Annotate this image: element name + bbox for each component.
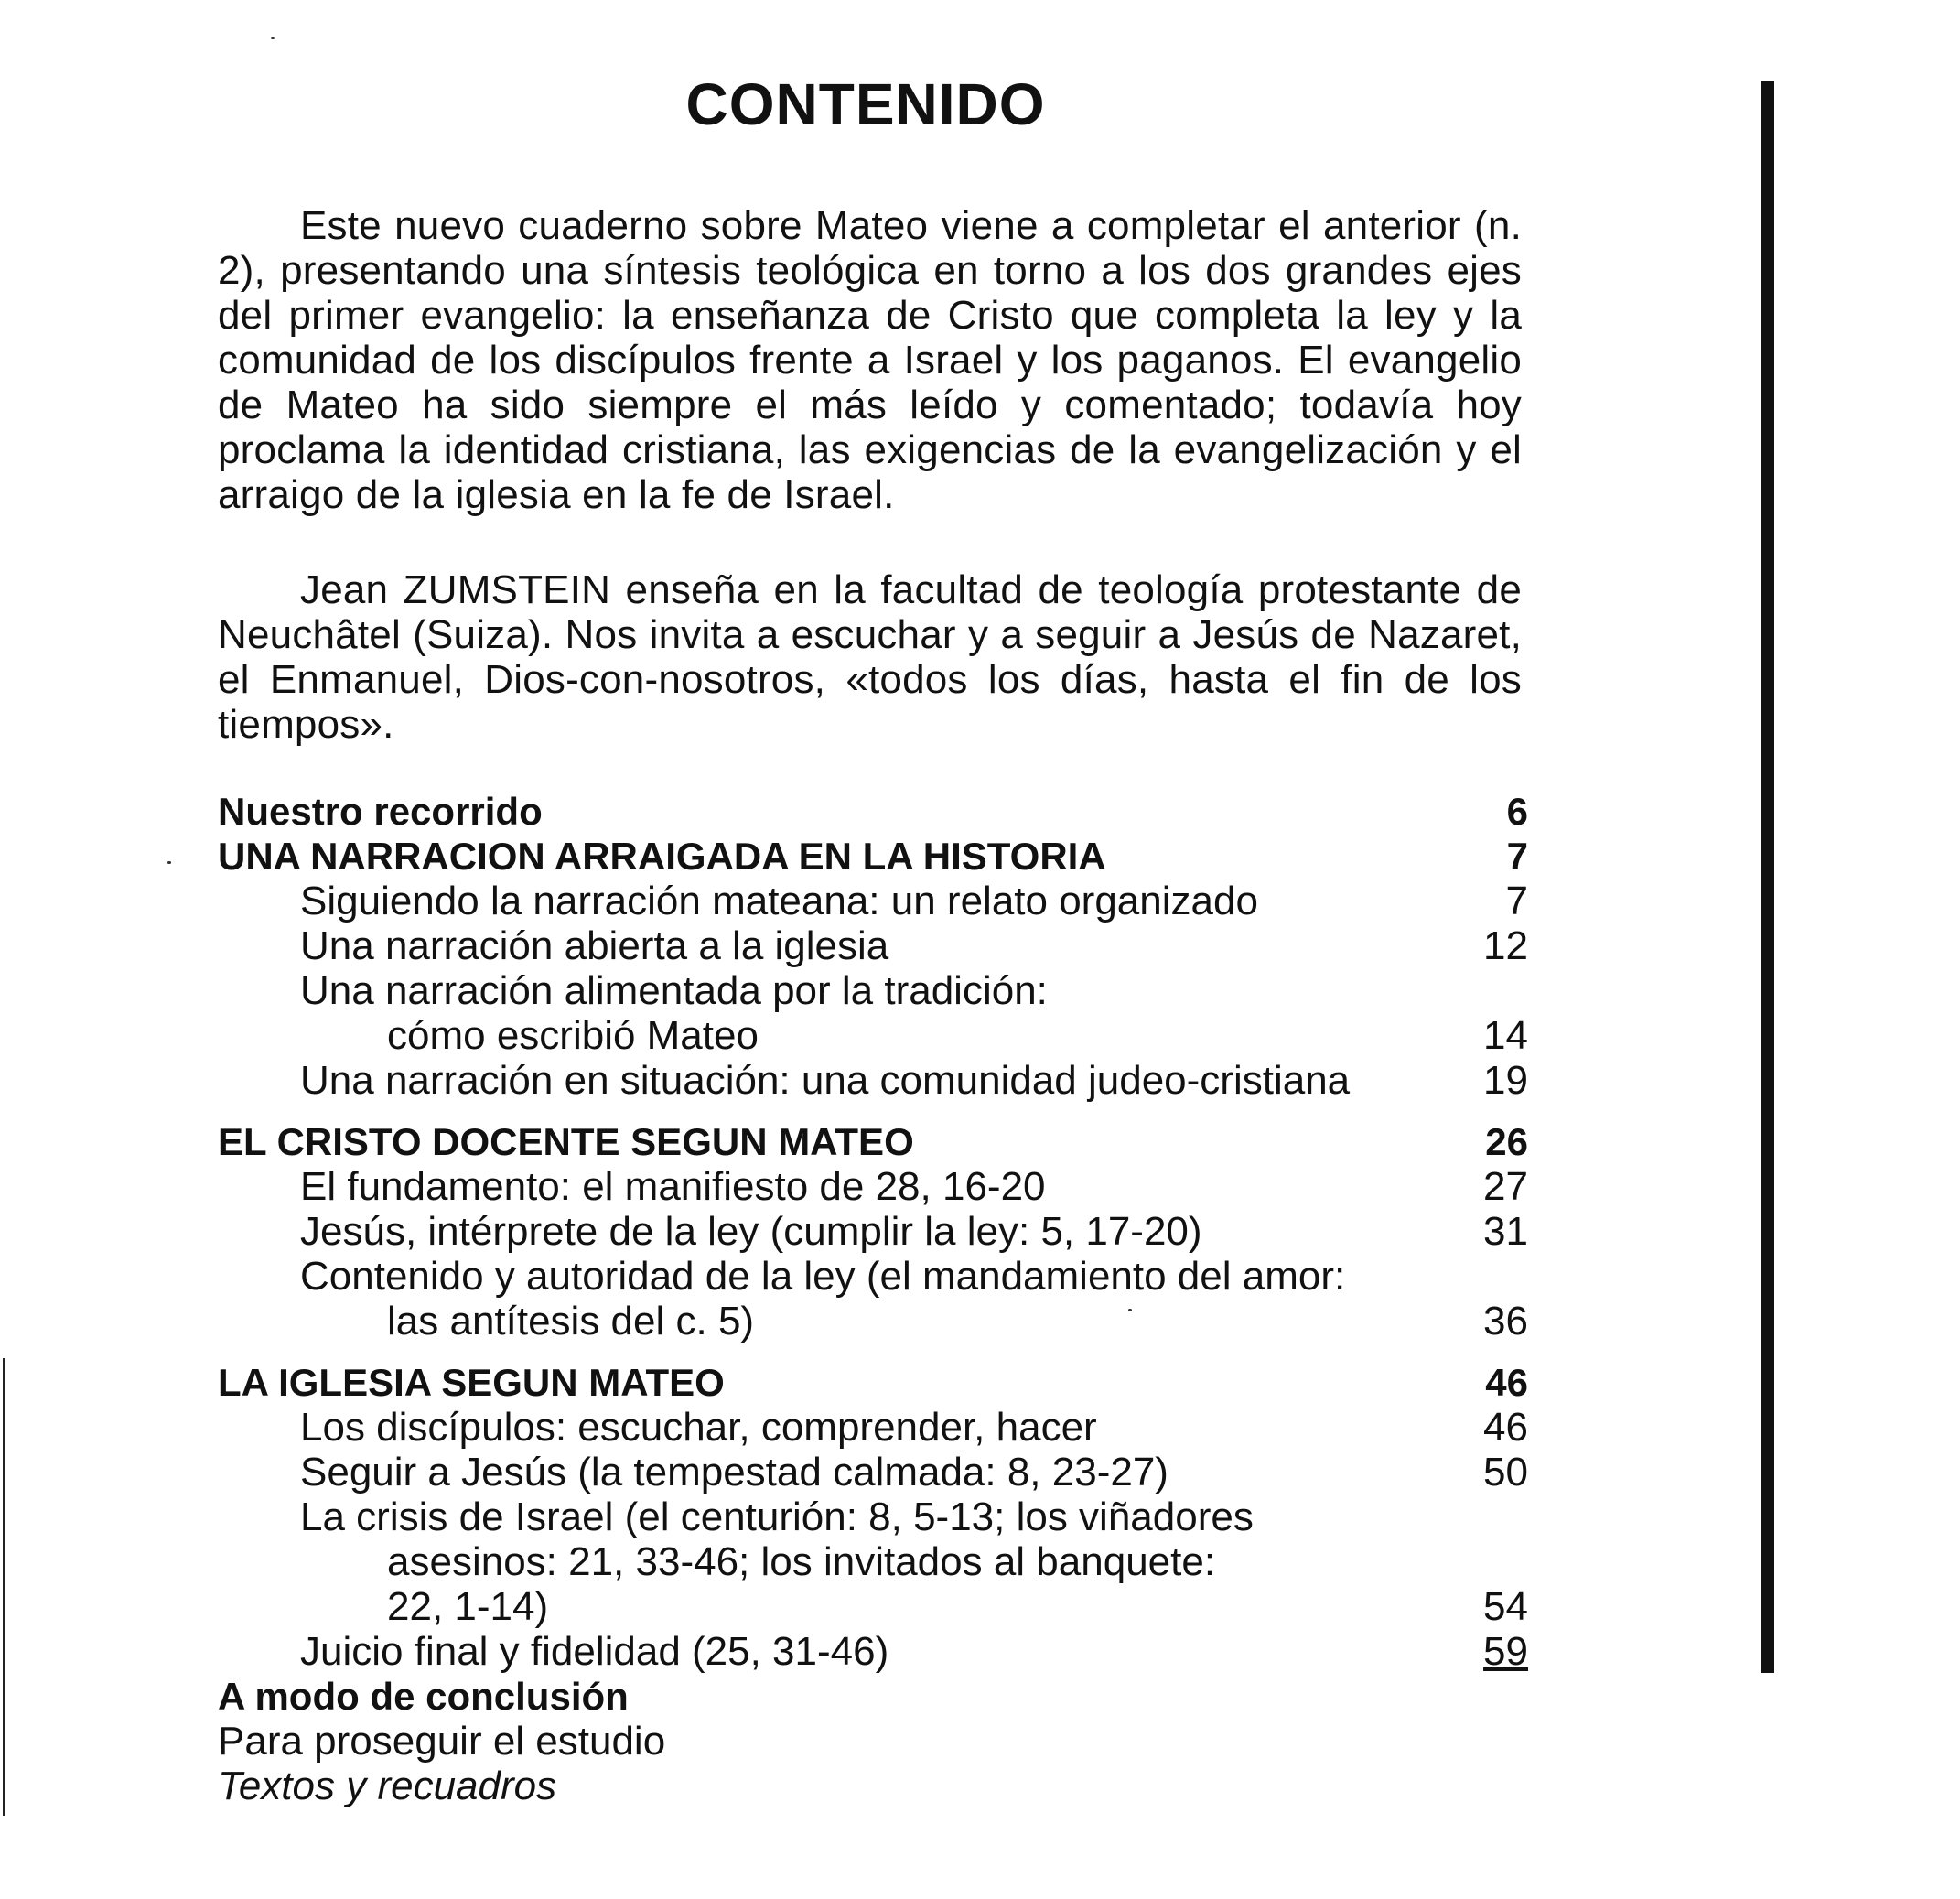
- toc-entry-page: 59: [1483, 1629, 1528, 1674]
- toc-entry-chapter: [218, 834, 1528, 879]
- toc-entry-label: LA IGLESIA SEGUN MATEO: [218, 1361, 725, 1404]
- toc-entry-continuation: [218, 1013, 1528, 1058]
- toc-entry-subsection: [218, 1629, 1528, 1674]
- toc-entry-label: cómo escribió Mateo: [387, 1013, 759, 1058]
- toc-entry-label: las antítesis del c. 5): [387, 1299, 755, 1343]
- page-edge-bar: [1761, 81, 1774, 1673]
- toc-entry-chapter: [218, 1360, 1528, 1405]
- toc-entry-subsection: [218, 968, 1528, 1013]
- toc-entry-label: Textos y recuadros: [218, 1764, 557, 1808]
- toc-entry-section: [218, 1764, 1528, 1808]
- toc-entry-page: 27: [1483, 1164, 1528, 1209]
- toc-entry-page: 46: [1485, 1361, 1528, 1404]
- toc-entry-page: 46: [1483, 1405, 1528, 1450]
- toc-entry-label: Contenido y autoridad de la ley (el mandamiento del amor:: [300, 1254, 1346, 1299]
- toc-entry-continuation: [218, 1299, 1528, 1343]
- toc-entry-page: 12: [1483, 923, 1528, 968]
- intro-paragraph-2: Jean ZUMSTEIN enseña en la facultad de teología protestante de Neuchâtel (Suiza). Nos invita a escuchar y a seguir a Jesús de Nazaret, el Enmanuel, Dios-con-nosotros, «todos los días, hasta el fin de los tiempos».: [218, 567, 1522, 747]
- toc-entry-subsection: [218, 1450, 1528, 1494]
- toc-entry-continuation: [218, 1584, 1528, 1629]
- toc-entry-subsection: [218, 1494, 1528, 1539]
- toc-entry-page: 7: [1506, 835, 1528, 878]
- toc-entry-label: Una narración alimentada por la tradición:: [300, 968, 1048, 1013]
- toc-entry-label: 22, 1-14): [387, 1584, 549, 1629]
- toc-entry-page: 50: [1483, 1450, 1528, 1494]
- toc-entry-label: Siguiendo la narración mateana: un relato organizado: [300, 879, 1258, 923]
- toc-entry-page: 26: [1485, 1120, 1528, 1163]
- toc-entry-subsection: [218, 1058, 1528, 1103]
- scan-speck: [271, 37, 275, 39]
- toc-entry-page: 19: [1483, 1058, 1528, 1103]
- toc-entry-label: Una narración abierta a la iglesia: [300, 923, 889, 968]
- toc-entry-chapter: [218, 1119, 1528, 1164]
- toc-entry-subsection: [218, 879, 1528, 923]
- toc-entry-subsection: [218, 1254, 1528, 1299]
- toc-entry-subsection: [218, 1164, 1528, 1209]
- page-title: CONTENIDO: [685, 71, 1046, 137]
- toc-entry-label: asesinos: 21, 33-46; los invitados al banquete:: [387, 1539, 1216, 1584]
- toc-entry-page: 7: [1505, 879, 1528, 923]
- toc-entry-label: A modo de conclusión: [218, 1675, 629, 1718]
- toc-entry-label: Para proseguir el estudio: [218, 1719, 666, 1764]
- toc-entry-page: 54: [1483, 1584, 1528, 1629]
- toc-entry-continuation: [218, 1539, 1528, 1584]
- table-of-contents: [218, 789, 1528, 1808]
- intro-paragraph-1: Este nuevo cuaderno sobre Mateo viene a completar el anterior (n. 2), presentando una síntesis teológica en torno a los dos grandes ejes del primer evangelio: la enseñanza de Cristo que completa la ley y la comunidad de los discípulos frente a Israel y los paganos. El evangelio de Mateo ha sido siempre el más leído y comentado; todavía hoy proclama la identidad cristiana, las exigencias de la evangelización y el arraigo de la iglesia en la fe de Israel.: [218, 203, 1522, 517]
- toc-entry-label: Seguir a Jesús (la tempestad calmada: 8, 23-27): [300, 1450, 1168, 1494]
- toc-entry-section: [218, 789, 1528, 834]
- toc-entry-page: 14: [1483, 1013, 1528, 1058]
- toc-entry-page: 6: [1506, 790, 1528, 833]
- toc-entry-label: Jesús, intérprete de la ley (cumplir la ley: 5, 17-20): [300, 1209, 1202, 1254]
- toc-entry-label: Juicio final y fidelidad (25, 31-46): [300, 1629, 889, 1674]
- toc-entry-label: Los discípulos: escuchar, comprender, hacer: [300, 1405, 1097, 1450]
- toc-entry-page: 36: [1483, 1299, 1528, 1343]
- toc-entry-label: EL CRISTO DOCENTE SEGUN MATEO: [218, 1120, 914, 1163]
- toc-entry-label: Una narración en situación: una comunidad judeo-cristiana: [300, 1058, 1351, 1103]
- toc-entry-label: El fundamento: el manifiesto de 28, 16-20: [300, 1164, 1046, 1209]
- toc-entry-label: UNA NARRACION ARRAIGADA EN LA HISTORIA: [218, 835, 1106, 878]
- toc-entry-section: [218, 1674, 1528, 1719]
- toc-entry-label: La crisis de Israel (el centurión: 8, 5-13; los viñadores: [300, 1494, 1254, 1539]
- toc-entry-label: Nuestro recorrido: [218, 790, 543, 833]
- toc-entry-section: [218, 1719, 1528, 1764]
- toc-entry-subsection: [218, 923, 1528, 968]
- toc-entry-subsection: [218, 1209, 1528, 1254]
- toc-entry-page: 31: [1483, 1209, 1528, 1254]
- page-edge-line: [3, 1358, 5, 1816]
- scan-speck: [167, 861, 171, 864]
- toc-entry-subsection: [218, 1405, 1528, 1450]
